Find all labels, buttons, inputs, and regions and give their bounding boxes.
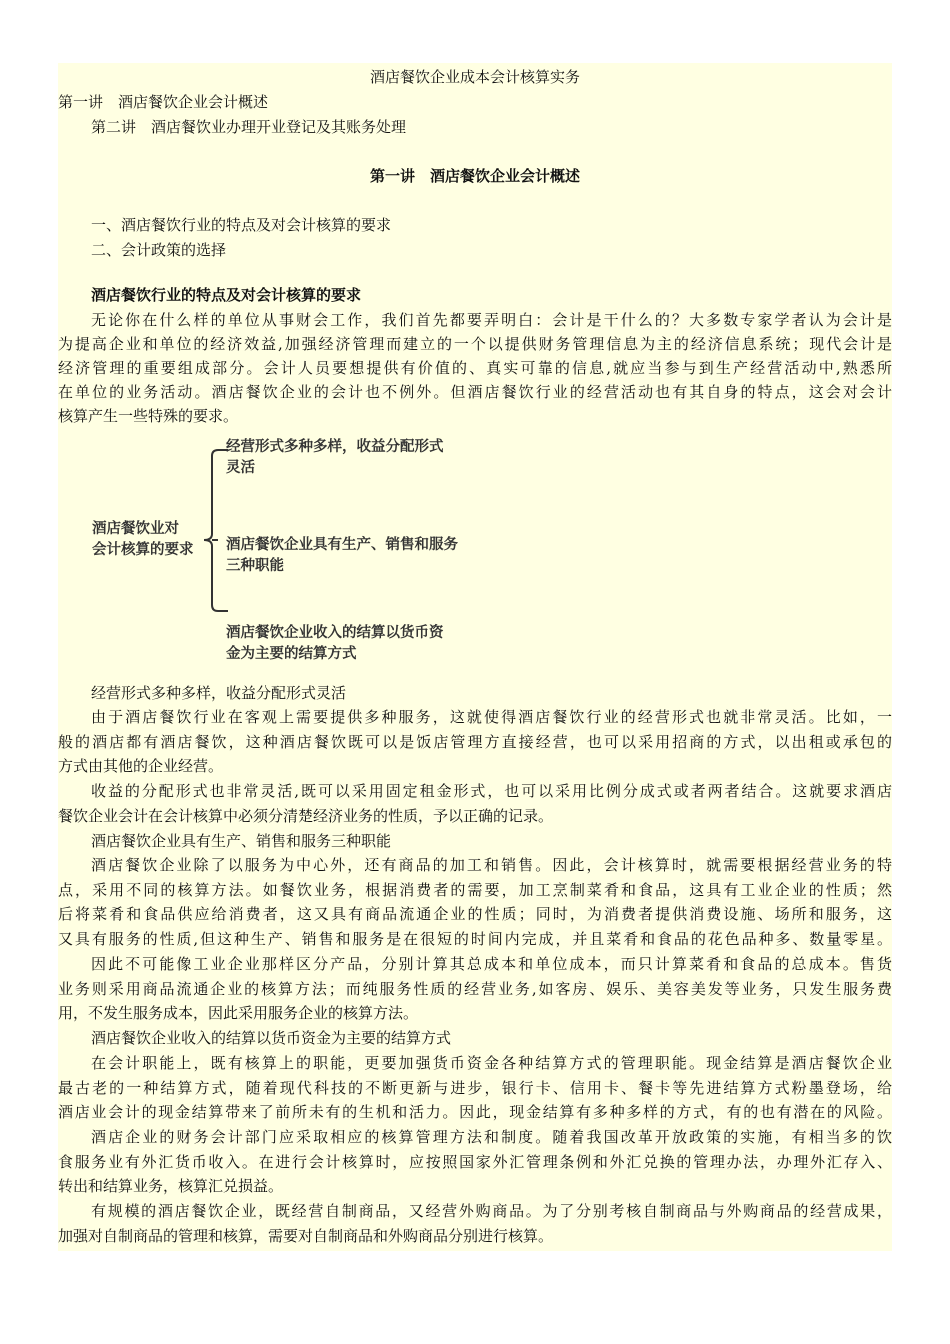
paragraph-line: 食服务业有外汇货币收入。在进行会计核算时，应按照国家外汇管理条例和外汇兑换的管理办法，办理外汇存入、	[58, 1153, 892, 1171]
outline-item: 二、会计政策的选择	[91, 241, 227, 259]
paragraph-line: 有规模的酒店餐饮企业，既经营自制商品，又经营外购商品。为了分别考核自制商品与外购商品的经营成果，	[91, 1202, 892, 1220]
diagram-branch-label: 经营形式多种多样，收益分配形式 灵活	[226, 439, 444, 476]
diagram-root-label: 酒店餐饮业对 会计核算的要求	[92, 521, 194, 558]
diagram-branch-label: 酒店餐饮企业具有生产、销售和服务 三种职能	[226, 537, 458, 574]
paragraph-line: 酒店餐饮企业除了以服务为中心外，还有商品的加工和销售。因此，会计核算时，就需要根据经营业务的特	[91, 856, 892, 874]
document-title: 酒店餐饮企业成本会计核算实务	[369, 68, 580, 86]
paragraph-line: 经济管理的重要组成部分。会计人员要想提供有价值的、真实可靠的信息,就应当参与到生产经营活动中,熟悉所	[58, 359, 892, 377]
paragraph-line: 最古老的一种结算方式，随着现代科技的不断更新与进步，银行卡、信用卡、餐卡等先进结算方式粉墨登场，给	[58, 1079, 892, 1097]
diagram-branch-label: 酒店餐饮企业收入的结算以货币资 金为主要的结算方式	[226, 625, 444, 662]
paragraph-line: 点，采用不同的核算方法。如餐饮业务，根据消费者的需要，加工烹制菜肴和食品，这具有工业企业的性质；然	[58, 881, 892, 899]
paragraph-line: 用，不发生服务成本，因此采用服务企业的核算方法。	[58, 1004, 419, 1022]
subsection-heading: 酒店餐饮企业收入的结算以货币资金为主要的结算方式	[91, 1029, 452, 1047]
document-page	[58, 63, 892, 1251]
outline-item: 一、酒店餐饮行业的特点及对会计核算的要求	[91, 216, 392, 234]
paragraph-line: 在单位的业务活动。酒店餐饮企业的会计也不例外。但酒店餐饮行业的经营活动也有其自身的特点，这会对会计	[58, 383, 892, 401]
paragraph-line: 收益的分配形式也非常灵活,既可以采用固定租金形式，也可以采用比例分成式或者两者结合。这就要求酒店	[91, 782, 892, 800]
paragraph-line: 由于酒店餐饮行业在客观上需要提供多种服务，这就使得酒店餐饮行业的经营形式也就非常灵活。比如，一	[91, 708, 892, 726]
paragraph-line: 酒店业会计的现金结算带来了前所未有的生机和活力。因此，现金结算有多种多样的方式，有的也有潜在的风险。	[58, 1103, 892, 1121]
paragraph-line: 为提高企业和单位的经济效益,加强经济管理而建立的一个以提供财务管理信息为主的经济信息系统；现代会计是	[58, 335, 892, 353]
paragraph-line: 般的酒店都有酒店餐饮，这种酒店餐饮既可以是饭店管理方直接经营，也可以采用招商的方式，以出租或承包的	[58, 733, 892, 751]
paragraph-line: 业务则采用商品流通企业的核算方法；而纯服务性质的经营业务,如客房、娱乐、美容美发等业务，只发生服务费	[58, 980, 892, 998]
subsection-heading: 酒店餐饮企业具有生产、销售和服务三种职能	[91, 832, 392, 850]
paragraph-line: 无论你在什么样的单位从事财会工作，我们首先都要弄明白：会计是干什么的？大多数专家学者认为会计是	[91, 311, 892, 329]
paragraph-line: 因此不可能像工业企业那样区分产品，分别计算其总成本和单位成本，而只计算菜肴和食品的总成本。售货	[91, 955, 892, 973]
paragraph-line: 方式由其他的企业经营。	[58, 757, 224, 775]
section-title: 酒店餐饮行业的特点及对会计核算的要求	[91, 286, 362, 304]
paragraph-line: 在会计职能上，既有核算上的职能，更要加强货币资金各种结算方式的管理职能。现金结算是酒店餐饮企业	[91, 1054, 892, 1072]
paragraph-line: 餐饮企业会计在会计核算中必须分清楚经济业务的性质，予以正确的记录。	[58, 807, 554, 825]
toc-item: 第一讲 酒店餐饮企业会计概述	[58, 93, 269, 111]
paragraph-line: 核算产生一些特殊的要求。	[58, 407, 239, 425]
paragraph-line: 又具有服务的性质,但这种生产、销售和服务是在很短的时间内完成，并且菜肴和食品的花色品种多、数量零星。	[58, 930, 892, 948]
requirements-diagram	[86, 431, 516, 671]
toc-item: 第二讲 酒店餐饮业办理开业登记及其账务处理	[91, 118, 407, 136]
paragraph-line: 后将菜肴和食品供应给消费者，这又具有商品流通企业的性质；同时，为消费者提供消费设施、场所和服务，这	[58, 905, 892, 923]
subsection-heading: 经营形式多种多样，收益分配形式灵活	[91, 684, 347, 702]
paragraph-line: 酒店企业的财务会计部门应采取相应的核算管理方法和制度。随着我国改革开放政策的实施，有相当多的饮	[91, 1128, 892, 1146]
paragraph-line: 转出和结算业务，核算汇兑损益。	[58, 1177, 284, 1195]
chapter-title: 第一讲 酒店餐饮企业会计概述	[369, 167, 580, 185]
paragraph-line: 加强对自制商品的管理和核算，需要对自制商品和外购商品分别进行核算。	[58, 1227, 554, 1245]
